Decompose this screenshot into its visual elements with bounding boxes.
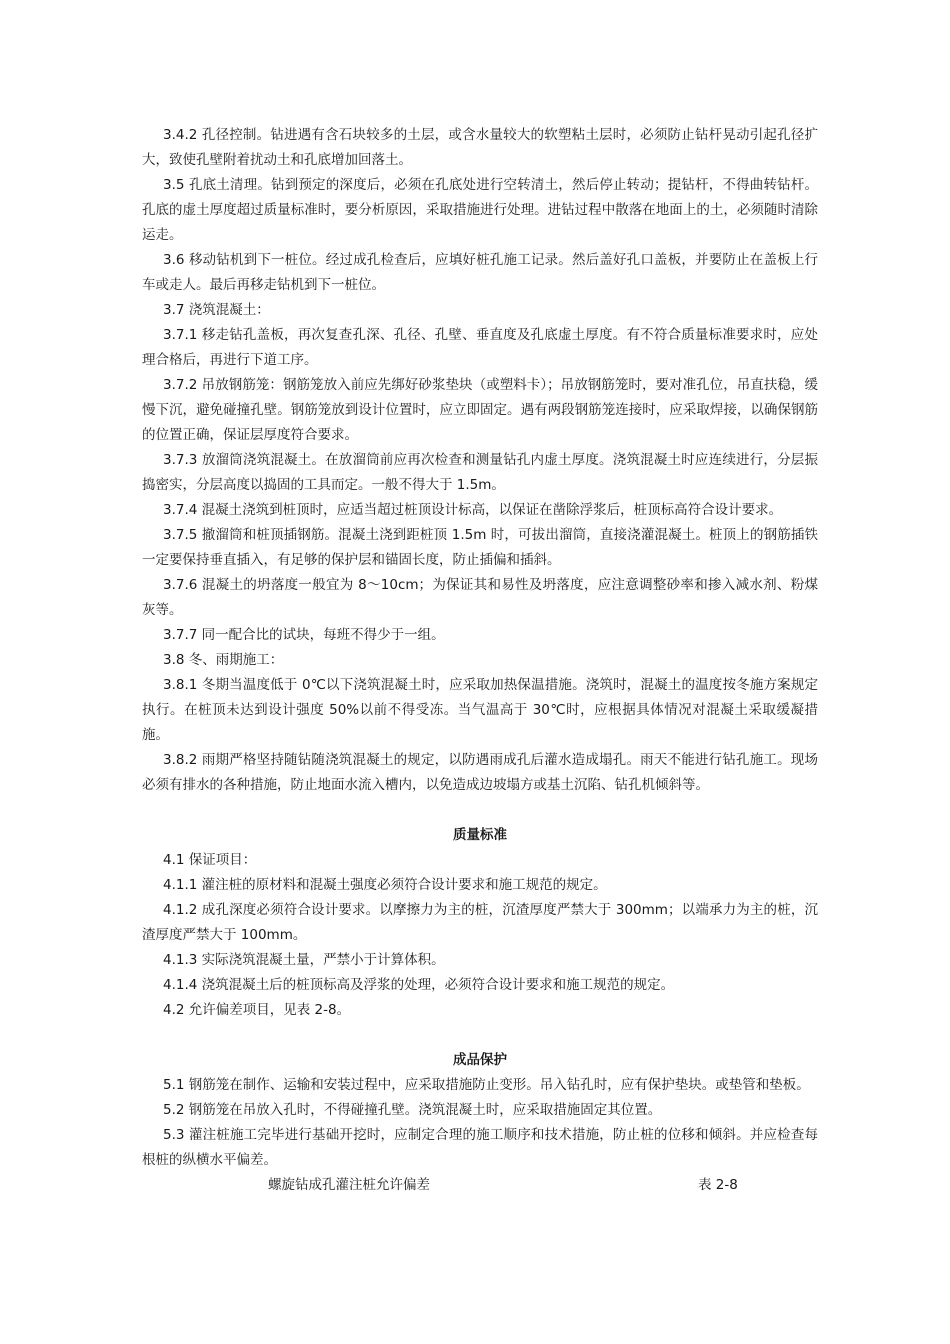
quality-heading: 质量标准: [453, 827, 507, 843]
table-caption: [142, 1173, 818, 1198]
paragraph-3-7-5: 3.7.5 撤溜筒和桩顶插钢筋。混凝土浇到距桩顶 1.5m 时，可拔出溜筒，直接浇灌混凝土。桩顶上的钢筋插铁一定要保持垂直插入，有足够的保护层和锚固长度，防止插偏和插斜。: [142, 527, 818, 568]
paragraph-3-7-1: 3.7.1 移走钻孔盖板，再次复查孔深、孔径、孔壁、垂直度及孔底虚土厚度。有不符合质量标准要求时，应处理合格后，再进行下道工序。: [142, 327, 818, 368]
paragraph-5-3: 5.3 灌注桩施工完毕进行基础开挖时，应制定合理的施工顺序和技术措施，防止桩的位移和倾斜。并应检查每根桩的纵横水平偏差。: [142, 1127, 818, 1168]
paragraph-3-7-6: 3.7.6 混凝土的坍落度一般宜为 8～10cm；为保证其和易性及坍落度，应注意调整砂率和掺入减水剂、粉煤灰等。: [142, 577, 818, 618]
table-caption-title: 螺旋钻成孔灌注桩允许偏差: [268, 1177, 430, 1193]
paragraph-4-2: 4.2 允许偏差项目，见表 2-8。: [163, 1002, 351, 1018]
paragraph-3-7-7: 3.7.7 同一配合比的试块，每班不得少于一组。: [163, 627, 445, 643]
paragraph-4-1-3: 4.1.3 实际浇筑混凝土量，严禁小于计算体积。: [163, 952, 445, 968]
table-caption-number: 表 2-8: [698, 1177, 738, 1193]
paragraph-4-1: 4.1 保证项目：: [163, 852, 257, 868]
paragraph-3-8: 3.8 冬、雨期施工：: [163, 652, 284, 668]
protection-heading: 成品保护: [453, 1052, 507, 1068]
paragraph-4-1-4: 4.1.4 浇筑混凝土后的桩顶标高及浮浆的处理，必须符合设计要求和施工规范的规定。: [163, 977, 675, 993]
paragraph-3-8-1: 3.8.1 冬期当温度低于 0℃以下浇筑混凝土时，应采取加热保温措施。浇筑时，混凝土的温度按冬施方案规定执行。在桩顶未达到设计强度 50%以前不得受冻。当气温高于 30℃时，应根据具体情况对混凝土采取缓凝措施。: [142, 677, 818, 743]
quality-standard-section: [142, 823, 818, 1023]
paragraph-3-8-2: 3.8.2 雨期严格坚持随钻随浇筑混凝土的规定，以防遇雨成孔后灌水造成塌孔。雨天不能进行钻孔施工。现场必须有排水的各种措施，防止地面水流入槽内，以免造成边坡塌方或基土沉陷、钻孔机倾斜等。: [142, 752, 818, 793]
document-body: [142, 123, 818, 1198]
paragraph-3-7-2: 3.7.2 吊放钢筋笼：钢筋笼放入前应先绑好砂浆垫块（或塑料卡）；吊放钢筋笼时，要对准孔位，吊直扶稳，缓慢下沉，避免碰撞孔壁。钢筋笼放到设计位置时，应立即固定。遇有两段钢筋笼连接时，应采取焊接，以确保钢筋的位置正确，保证层厚度符合要求。: [142, 377, 818, 443]
paragraph-3-4-2: 3.4.2 孔径控制。钻进遇有含石块较多的土层，或含水量较大的软塑粘土层时，必须防止钻杆晃动引起孔径扩大，致使孔壁附着扰动土和孔底增加回落土。: [142, 127, 818, 168]
paragraph-3-7-3: 3.7.3 放溜筒浇筑混凝土。在放溜筒前应再次检查和测量钻孔内虚土厚度。浇筑混凝土时应连续进行，分层振捣密实，分层高度以捣固的工具而定。一般不得大于 1.5m。: [142, 452, 818, 493]
construction-section: [142, 123, 818, 798]
paragraph-3-7-4: 3.7.4 混凝土浇筑到桩顶时，应适当超过桩顶设计标高，以保证在凿除浮浆后，桩顶标高符合设计要求。: [163, 502, 783, 518]
product-protection-section: [142, 1048, 818, 1173]
paragraph-3-7: 3.7 浇筑混凝土：: [163, 302, 270, 318]
paragraph-3-5: 3.5 孔底土清理。钻到预定的深度后，必须在孔底处进行空转清土，然后停止转动；提钻杆，不得曲转钻杆。孔底的虚土厚度超过质量标准时，要分析原因，采取措施进行处理。进钻过程中散落在地面上的土，必须随时清除运走。: [142, 177, 818, 243]
paragraph-4-1-2: 4.1.2 成孔深度必须符合设计要求。以摩擦力为主的桩，沉渣厚度严禁大于 300mm；以端承力为主的桩，沉渣厚度严禁大于 100mm。: [142, 902, 818, 943]
paragraph-3-6: 3.6 移动钻机到下一桩位。经过成孔检查后，应填好桩孔施工记录。然后盖好孔口盖板，并要防止在盖板上行车或走人。最后再移走钻机到下一桩位。: [142, 252, 818, 293]
paragraph-4-1-1: 4.1.1 灌注桩的原材料和混凝土强度必须符合设计要求和施工规范的规定。: [163, 877, 607, 893]
paragraph-5-2: 5.2 钢筋笼在吊放入孔时，不得碰撞孔壁。浇筑混凝土时，应采取措施固定其位置。: [163, 1102, 662, 1118]
paragraph-5-1: 5.1 钢筋笼在制作、运输和安装过程中，应采取措施防止变形。吊入钻孔时，应有保护垫块。或垫管和垫板。: [163, 1077, 810, 1093]
